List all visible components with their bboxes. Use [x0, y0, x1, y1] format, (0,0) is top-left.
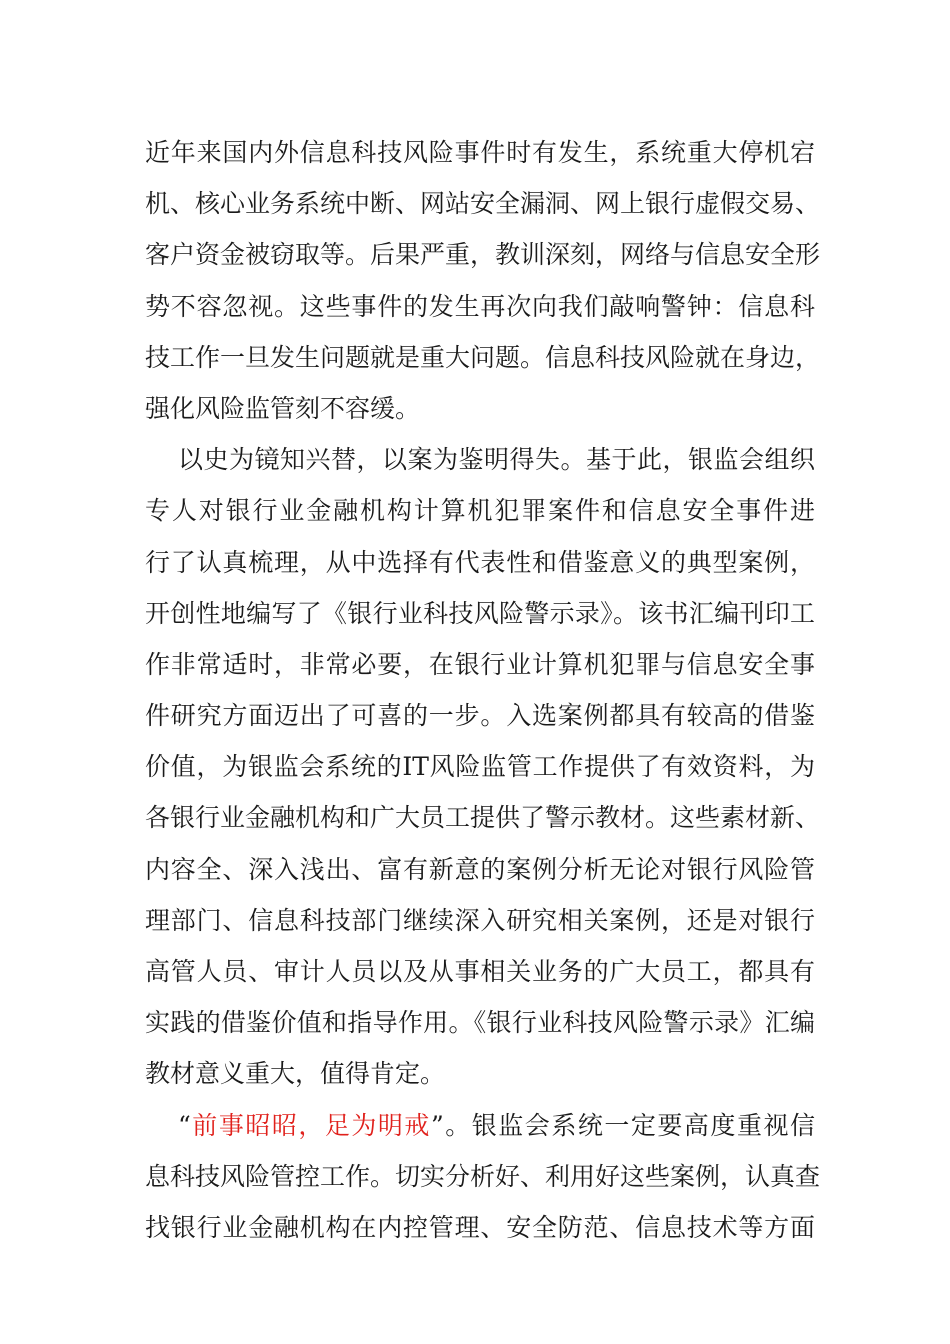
highlighted-quote: 前事昭昭，足为明戒 [190, 1110, 431, 1140]
text-line: 息科技风险管控工作。切实分析好、利用好这些案例，认真查 [145, 1161, 821, 1191]
text-line: 件研究方面迈出了可喜的一步。入选案例都具有较高的借鉴 [145, 701, 815, 731]
text-line: 技工作一旦发生问题就是重大问题。信息科技风险就在身边， [145, 342, 821, 372]
text-line: 客户资金被窃取等。后果严重，教训深刻，网络与信息安全形 [145, 240, 821, 270]
text-line: 行了认真梳理，从中选择有代表性和借鉴意义的典型案例， [145, 547, 815, 577]
text-line: 高管人员、审计人员以及从事相关业务的广大员工，都具有 [145, 957, 815, 986]
text-line: 强化风险监管刻不容缓。 [145, 393, 421, 423]
text-line: 实践的借鉴价值和指导作用。《银行业科技风险警示录》汇编 [145, 1008, 815, 1038]
text-line: 近年来国内外信息科技风险事件时有发生，系统重大停机宕 [145, 138, 815, 167]
text-line: 价值，为银监会系统的IT风险监管工作提供了有效资料，为 [145, 752, 815, 782]
text-line-with-quote [145, 1100, 815, 1151]
text-line: 找银行业金融机构在内控管理、安全防范、信息技术等方面 [145, 1212, 815, 1242]
text-line: 理部门、信息科技部门继续深入研究相关案例，还是对银行 [145, 905, 815, 935]
close-quote: ” [430, 1110, 444, 1140]
paragraph-2 [145, 434, 821, 1099]
text-line: 机、核心业务系统中断、网站安全漏洞、网上银行虚假交易、 [145, 189, 821, 219]
document-page [145, 127, 821, 1253]
text-line: 教材意义重大，值得肯定。 [145, 1059, 446, 1089]
paragraph-1 [145, 127, 821, 434]
text-line: 各银行业金融机构和广大员工提供了警示教材。这些素材新、 [145, 803, 821, 833]
open-quote: “ [178, 1110, 191, 1140]
text-line: 开创性地编写了《银行业科技风险警示录》。该书汇编刊印工 [145, 598, 815, 628]
text-line: 势不容忽视。这些事件的发生再次向我们敲响警钟：信息科 [145, 291, 815, 321]
paragraph-3 [145, 1100, 821, 1254]
text-line: 作非常适时，非常必要，在银行业计算机犯罪与信息安全事 [145, 649, 815, 679]
text-line: 专人对银行业金融机构计算机犯罪案件和信息安全事件进 [145, 496, 815, 526]
text-run: 。银监会系统一定要高度重视信 [443, 1110, 815, 1140]
text-line: 以史为镜知兴替，以案为鉴明得失。基于此，银监会组织 [178, 445, 815, 475]
text-line: 内容全、深入浅出、富有新意的案例分析无论对银行风险管 [145, 854, 815, 884]
